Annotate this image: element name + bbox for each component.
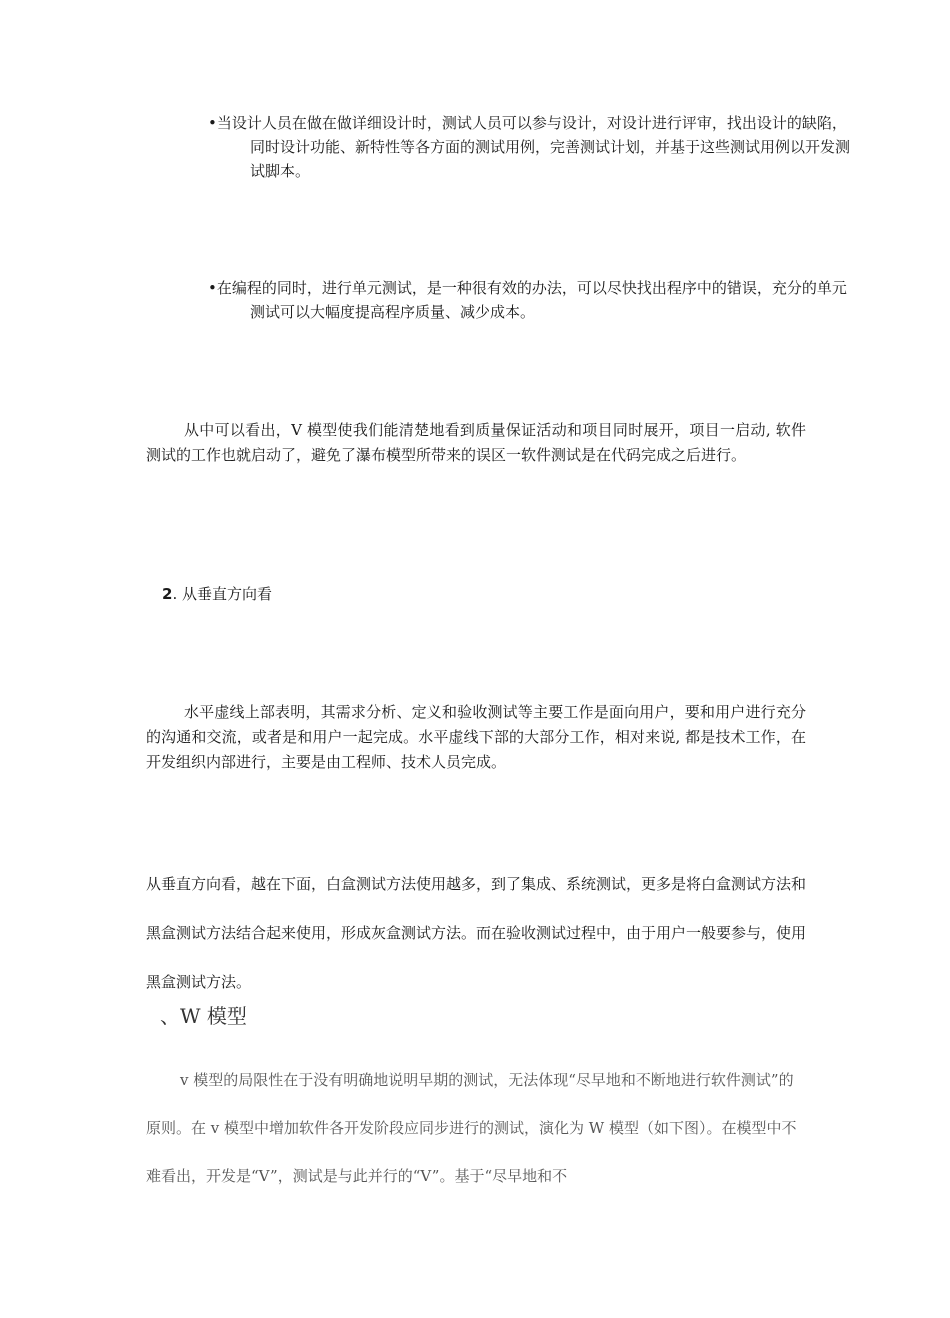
bullet-unit-test: •在编程的同时，进行单元测试，是一种很有效的办法，可以尽快找出程序中的错误，充分的单元测试可以大幅度提高程序质量、减少成本。 — [208, 279, 847, 321]
paragraph-w-model: v 模型的局限性在于没有明确地说明早期的测试，无法体现“尽早地和不断地进行软件测试”的原则。在 v 模型中增加软件各开发阶段应同步进行的测试，演化为 W 模型（如下图）。在模型中不难看出，开发是“V”，测试是与此并行的“V”。基于“尽早地和不 — [146, 1071, 797, 1185]
paragraph-vertical-view: 从垂直方向看，越在下面，白盒测试方法使用越多，到了集成、系统测试，更多是将白盒测试方法和黑盒测试方法结合起来使用，形成灰盒测试方法。而在验收测试过程中，由于用户一般要参与，使用黑盒测试方法。 — [146, 875, 807, 991]
section-heading — [162, 583, 272, 604]
bullet-design-review: •当设计人员在做在做详细设计时，测试人员可以参与设计，对设计进行评审，找出设计的缺陷，同时设计功能、新特性等各方面的测试用例，完善测试计划，并基于这些测试用例以开发测试脚本。 — [208, 114, 851, 180]
paragraph-v-model: 从中可以看出，V 模型使我们能清楚地看到质量保证活动和项目同时展开，项目一启动, 软件测试的工作也就启动了，避免了瀑布模型所带来的误区一软件测试是在代码完成之后进行。 — [146, 421, 806, 464]
paragraph-horizontal-line: 水平虚线上部表明，其需求分析、定义和验收测试等主要工作是面向用户，要和用户进行充分的沟通和交流，或者是和用户一起完成。水平虚线下部的大部分工作，相对来说, 都是技术工作，在开发组织内部进行，主要是由工程师、技术人员完成。 — [146, 703, 806, 771]
heading-text: . 从垂直方向看 — [172, 585, 272, 603]
heading-number: 2 — [162, 585, 173, 603]
w-model-title: 、W 模型 — [160, 1004, 247, 1028]
